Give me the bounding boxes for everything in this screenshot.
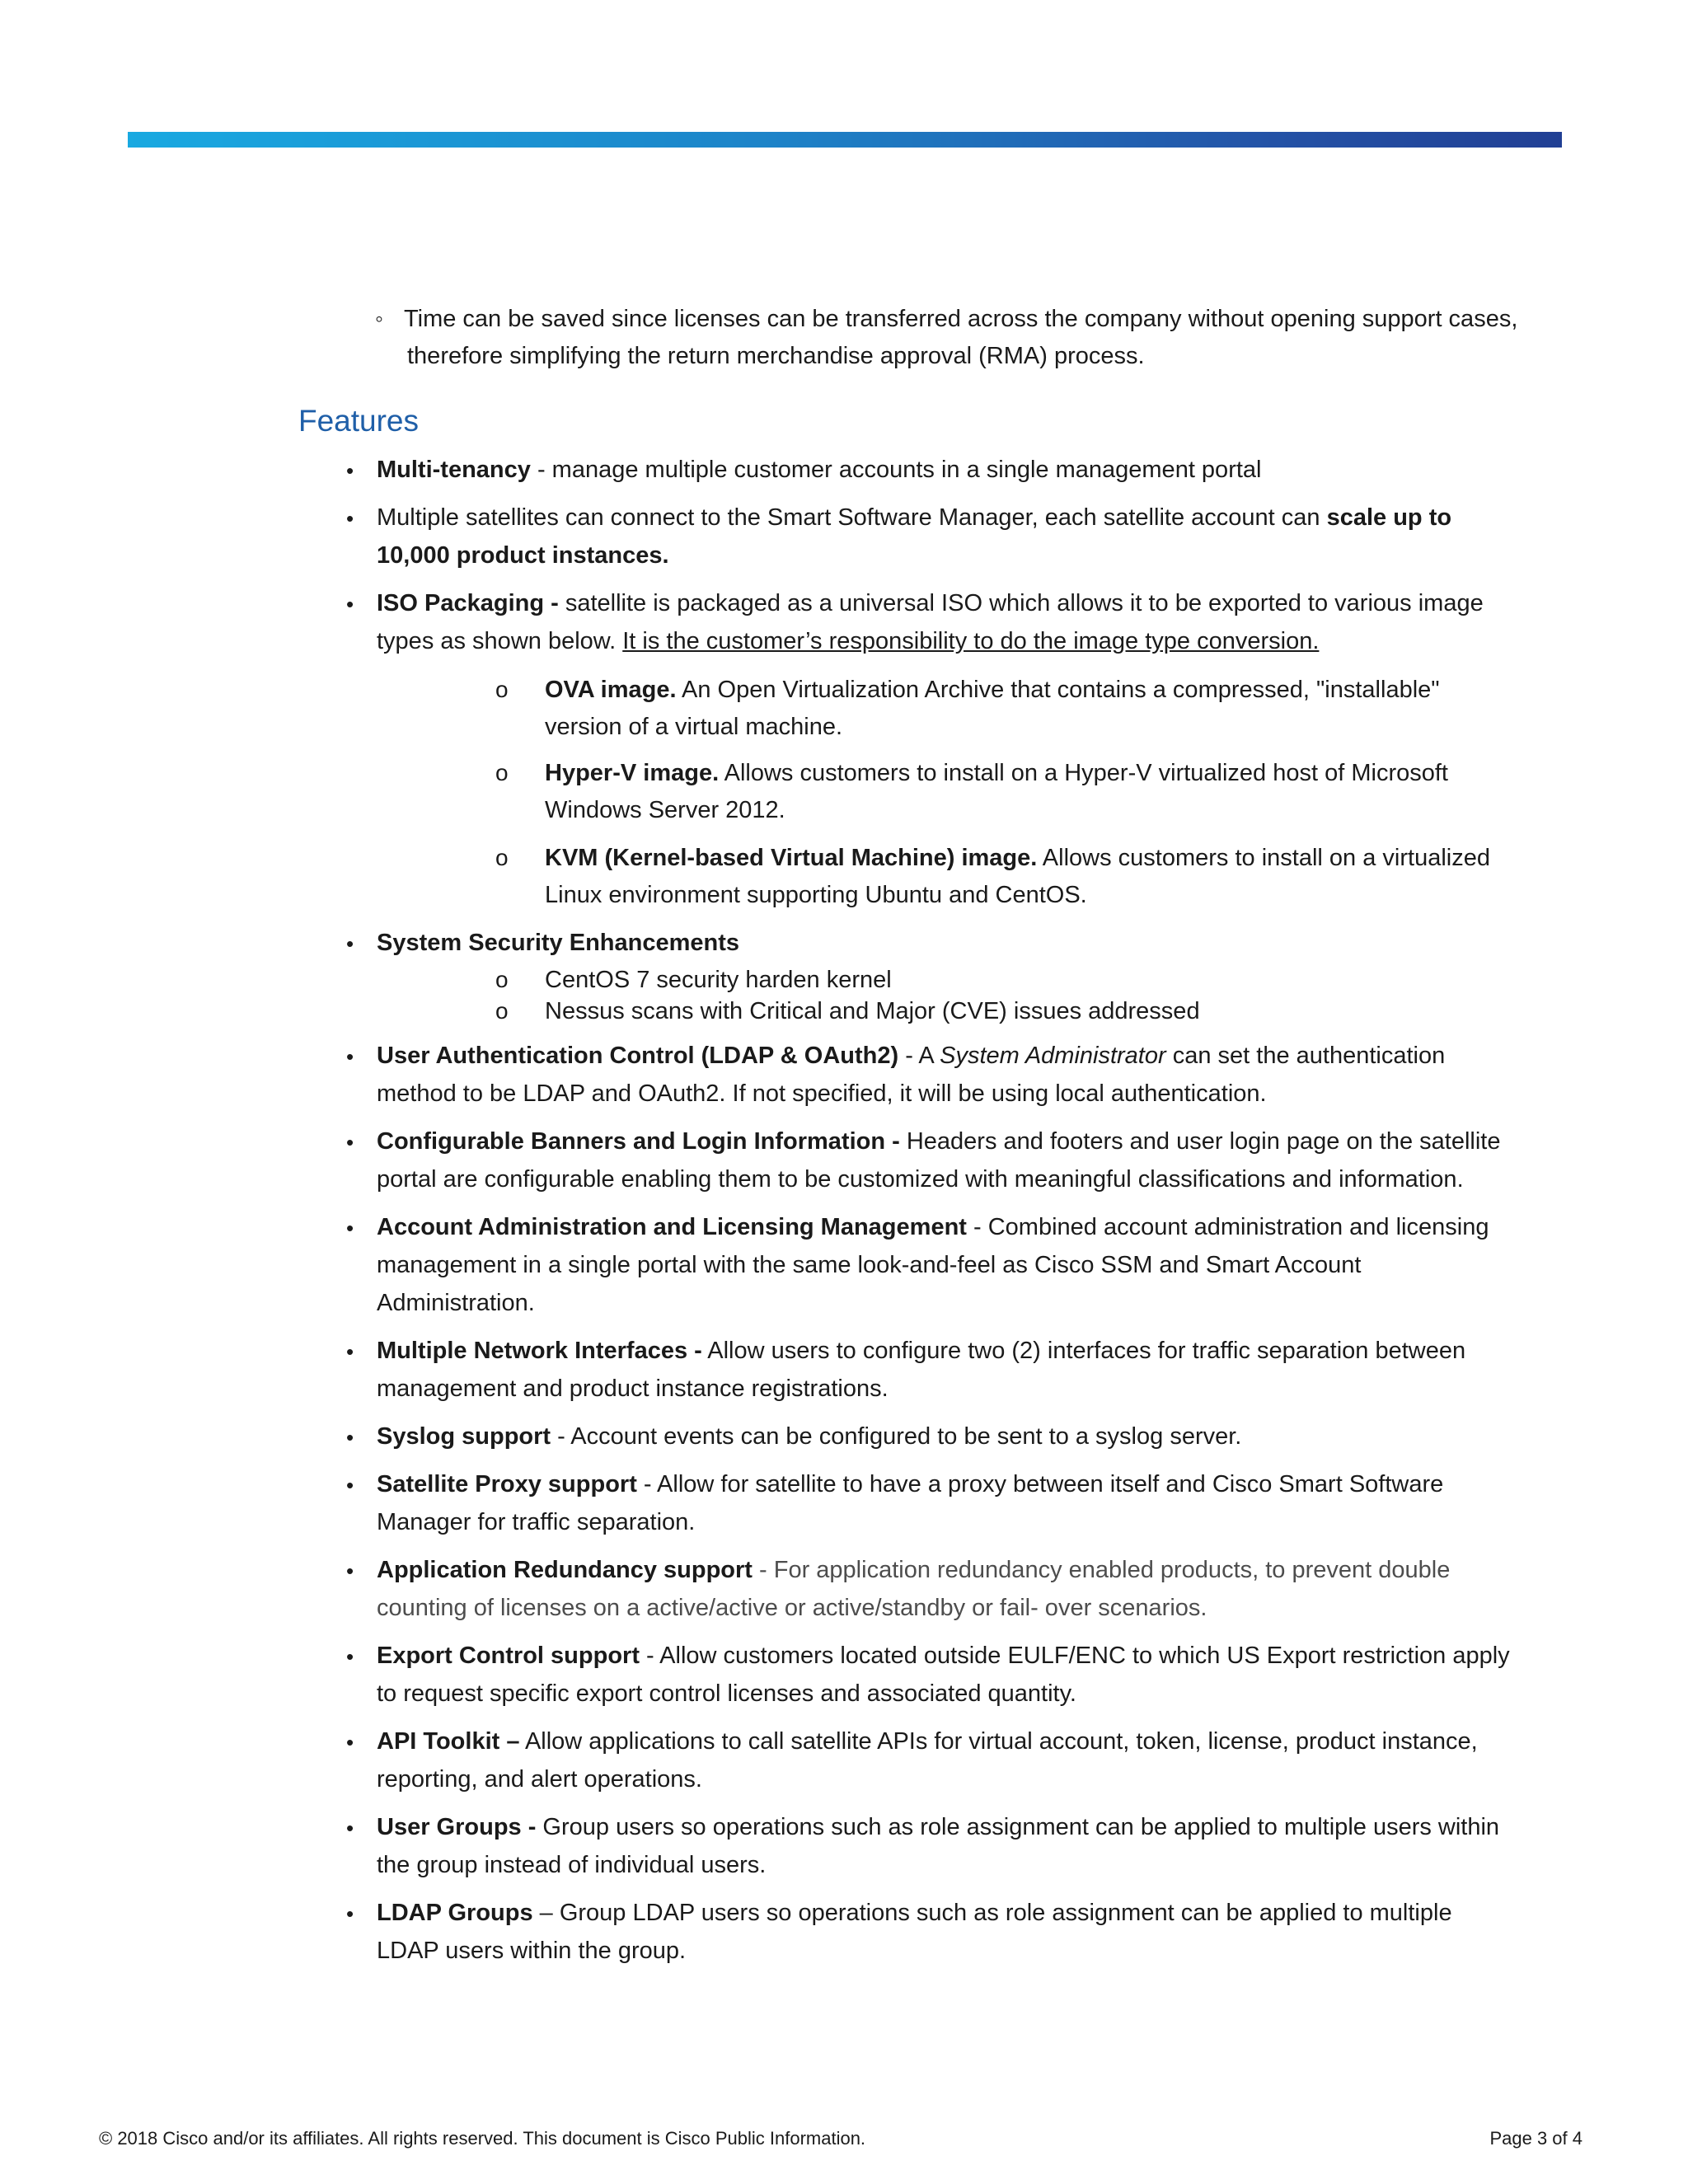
- sub-ova-image: OVA image. An Open Virtualization Archive that contains a compressed, "installable": [545, 677, 1440, 703]
- sub-marker: o: [495, 998, 509, 1024]
- sub-marker: o: [495, 677, 509, 702]
- feature-iso-packaging-line-2: types as shown below. It is the customer’s responsibility to do the image type conversion.: [377, 628, 1320, 654]
- feature-iso-packaging: ISO Packaging - satellite is packaged as a universal ISO which allows it to be exported to various image: [377, 590, 1484, 616]
- feature-user-auth: User Authentication Control (LDAP & OAuth2) - A System Administrator can set the authentication: [377, 1043, 1446, 1069]
- sub-hyperv-image-line-2: Windows Server 2012.: [545, 797, 785, 823]
- feature-export-control: Export Control support - Allow customers located outside EULF/ENC to which US Export restriction apply: [377, 1643, 1510, 1669]
- sub-marker: o: [495, 760, 509, 785]
- intro-line-1: Time can be saved since licenses can be transferred across the company without opening support cases,: [404, 306, 1518, 332]
- feature-account-admin: Account Administration and Licensing Management - Combined account administration and licensing: [377, 1214, 1489, 1240]
- intro-line-2: therefore simplifying the return merchandise approval (RMA) process.: [407, 343, 1145, 369]
- intro-marker: ◦: [375, 306, 383, 331]
- bullet-marker: •: [346, 1816, 354, 1840]
- feature-syslog: Syslog support - Account events can be configured to be sent to a syslog server.: [377, 1423, 1242, 1450]
- sub-marker: o: [495, 845, 509, 870]
- feature-multi-tenancy: Multi-tenancy - manage multiple customer accounts in a single management portal: [377, 457, 1262, 483]
- bullet-marker: •: [346, 458, 354, 483]
- sub-marker: o: [495, 967, 509, 992]
- feature-multiple-satellites-line-2: 10,000 product instances.: [377, 542, 669, 569]
- bullet-marker: •: [346, 1130, 354, 1155]
- bullet-marker: •: [346, 931, 354, 956]
- feature-ldap-groups: LDAP Groups – Group LDAP users so operations such as role assignment can be applied to multiple: [377, 1900, 1452, 1926]
- sub-ova-image-line-2: version of a virtual machine.: [545, 714, 843, 740]
- bullet-marker: •: [346, 506, 354, 531]
- bullet-marker: •: [346, 1339, 354, 1364]
- sub-centos-kernel: CentOS 7 security harden kernel: [545, 967, 892, 993]
- feature-export-control-line-2: to request specific export control licenses and associated quantity.: [377, 1680, 1076, 1707]
- feature-app-redundancy-line-2: counting of licenses on a active/active or active/standby or fail- over scenarios.: [377, 1595, 1207, 1621]
- sub-hyperv-image: Hyper-V image. Allows customers to install on a Hyper-V virtualized host of Microsoft: [545, 760, 1448, 786]
- feature-system-security: System Security Enhancements: [377, 930, 740, 956]
- feature-account-admin-line-3: Administration.: [377, 1290, 535, 1316]
- bullet-marker: •: [346, 1425, 354, 1450]
- feature-configurable-banners: Configurable Banners and Login Information - Headers and footers and user login page on the satellite: [377, 1128, 1501, 1155]
- feature-satellite-proxy-line-2: Manager for traffic separation.: [377, 1509, 696, 1535]
- feature-api-toolkit: API Toolkit – Allow applications to call satellite APIs for virtual account, token, license, product instance,: [377, 1728, 1478, 1755]
- bullet-marker: •: [346, 1216, 354, 1240]
- feature-user-groups: User Groups - Group users so operations such as role assignment can be applied to multiple users within: [377, 1814, 1500, 1840]
- bullet-marker: •: [346, 1558, 354, 1583]
- footer-page-number: Page 3 of 4: [1489, 2128, 1582, 2149]
- feature-user-auth-line-2: method to be LDAP and OAuth2. If not specified, it will be using local authentication.: [377, 1080, 1267, 1107]
- feature-ldap-groups-line-2: LDAP users within the group.: [377, 1938, 687, 1964]
- features-heading: Features: [298, 404, 420, 438]
- feature-user-groups-line-2: the group instead of individual users.: [377, 1852, 767, 1878]
- feature-multiple-satellites: Multiple satellites can connect to the Smart Software Manager, each satellite account can scale up to: [377, 504, 1452, 531]
- sub-nessus-scans: Nessus scans with Critical and Major (CVE) issues addressed: [545, 998, 1200, 1024]
- sub-kvm-image-line-2: Linux environment supporting Ubuntu and CentOS.: [545, 882, 1087, 908]
- header-gradient-bar: [128, 132, 1562, 148]
- bullet-marker: •: [346, 592, 354, 616]
- feature-account-admin-line-2: management in a single portal with the same look-and-feel as Cisco SSM and Smart Account: [377, 1252, 1362, 1278]
- bullet-marker: •: [346, 1644, 354, 1669]
- feature-network-interfaces: Multiple Network Interfaces - Allow users to configure two (2) interfaces for traffic separation between: [377, 1338, 1466, 1364]
- feature-configurable-banners-line-2: portal are configurable enabling them to be customized with meaningful classifications and information.: [377, 1166, 1464, 1193]
- bullet-marker: •: [346, 1473, 354, 1497]
- bullet-marker: •: [346, 1730, 354, 1755]
- feature-api-toolkit-line-2: reporting, and alert operations.: [377, 1766, 702, 1793]
- sub-kvm-image: KVM (Kernel-based Virtual Machine) image. Allows customers to install on a virtualized: [545, 845, 1490, 871]
- bullet-marker: •: [346, 1044, 354, 1069]
- feature-network-interfaces-line-2: management and product instance registrations.: [377, 1376, 889, 1402]
- bullet-marker: •: [346, 1901, 354, 1926]
- footer-copyright: © 2018 Cisco and/or its affiliates. All rights reserved. This document is Cisco Public Information.: [99, 2128, 866, 2149]
- feature-app-redundancy: Application Redundancy support - For application redundancy enabled products, to prevent double: [377, 1557, 1451, 1583]
- feature-satellite-proxy: Satellite Proxy support - Allow for satellite to have a proxy between itself and Cisco Smart Software: [377, 1471, 1444, 1497]
